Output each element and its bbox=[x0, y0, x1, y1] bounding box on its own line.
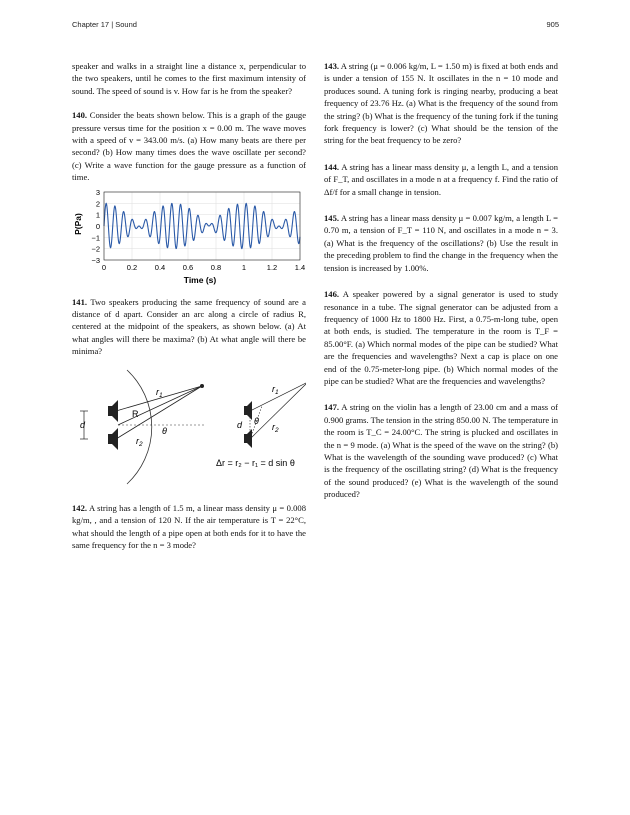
figure-r1-left: $r_1$ bbox=[156, 386, 163, 399]
chart-ylabel: P(Pa) bbox=[73, 212, 83, 235]
chart-xtick-label: 1 bbox=[241, 262, 247, 272]
figure-formula: Δr = r₂ − r₁ = d sin θ bbox=[216, 457, 295, 468]
figure-r2-left: $r_2$ bbox=[136, 435, 143, 448]
problem-140-text: Consider the beats shown below. This is a graph of the gauge pressure versus time for the position x = 0.00 m. The wave moves with a speed of v = 343.00 m/s. (a) How many beats are there per second? (b) How many times does the wave oscillate per second? (c) Write a wave function for the gauge pressure as a function of time. bbox=[72, 110, 307, 183]
beats-chart bbox=[72, 186, 306, 286]
chart-xtick-label: 0.2 bbox=[126, 262, 138, 272]
chart-ytick-label: −3 bbox=[91, 255, 100, 265]
figure-theta-right: θ bbox=[254, 415, 259, 426]
problem-140 bbox=[72, 109, 306, 183]
chart-xtick-label: 1.2 bbox=[266, 262, 278, 272]
circle-arc bbox=[127, 370, 152, 484]
chart-xtick-label: 0.8 bbox=[210, 262, 222, 272]
chart-xtick-label: 0.4 bbox=[154, 262, 166, 272]
chart-xtick-label: 0 bbox=[101, 262, 107, 272]
chart-y-ticks bbox=[91, 188, 100, 265]
chart-ytick-label: 0 bbox=[95, 221, 100, 231]
figure-d-right: d bbox=[237, 419, 243, 430]
problem-146-number: 146. bbox=[324, 289, 340, 300]
chart-xlabel: Time (s) bbox=[183, 274, 217, 285]
chart-xtick-label: 0.6 bbox=[182, 262, 194, 272]
problem-145-text: A string has a linear mass density μ = 0.007 kg/m, a length L = 0.70 m, a tension of F_T = 110 N, and oscillates in a mode n = 3. (a) What is the frequency of the oscillations? (b) Use the result in the preceding problem to find the change in the frequency when the tension is increased by 1.00%. bbox=[324, 213, 558, 273]
page-number: 905 bbox=[546, 20, 559, 29]
right-column bbox=[324, 60, 558, 501]
problem-143-text: A string (μ = 0.006 kg/m, L = 1.50 m) is fixed at both ends and is under a tension of 155 N. It oscillates in the n = 10 mode and produces sound. A tuning fork is ringing nearby, producing a beat frequency of 23.76 Hz. (a) What is the frequency of the sound from the string? (b) What is the frequency of the tuning fork if the tuning fork frequency is lower? (c) What should be the tension of the string for the beat frequency to be zero? bbox=[324, 61, 558, 146]
problem-145 bbox=[324, 212, 558, 274]
chart-ytick-label: 1 bbox=[95, 210, 100, 220]
figure-R: R bbox=[132, 408, 139, 419]
problem-142 bbox=[72, 502, 306, 552]
problem-142-number: 142. bbox=[72, 502, 88, 513]
problem-147-text: A string on the violin has a length of 23.00 cm and a mass of 0.900 grams. The tension in the string 850.00 N. The temperature in the room is T_C = 24.00°C. The string is plucked and oscillates in the n = 9 mode. (a) What is the speed of the wave on the string? (b) What is the wavelength of the sounding wave produced? (c) What is the frequency of the oscillating string? (d) What is the frequency of the sound produced? (e) What is the wavelength of the sound produced? bbox=[324, 402, 559, 500]
left-column bbox=[72, 60, 306, 551]
problem-142-text: A string has a length of 1.5 m, a linear mass density μ = 0.008 kg/m, , and a tension of 120 N. If the air temperature is T = 22°C, what should the length of a pipe open at both ends for it to have the same frequency for the n = 3 mode? bbox=[72, 502, 306, 550]
problem-140-number: 140. bbox=[72, 110, 88, 121]
problem-143 bbox=[324, 60, 558, 147]
figure-d-left: d bbox=[80, 419, 86, 430]
problem-143-number: 143. bbox=[324, 61, 340, 71]
problem-145-number: 145. bbox=[324, 213, 340, 224]
speakers-figure bbox=[72, 362, 306, 492]
intro-text: speaker and walks in a straight line a distance x, perpendicular to the two speakers, until he comes to the first maximum intensity of sound. The speed of sound is v. How far is he from the speaker? bbox=[72, 61, 306, 96]
chapter-header: Chapter 17 | Sound bbox=[72, 20, 137, 29]
problem-144 bbox=[324, 161, 558, 198]
figure-r2-right: $r_2$ bbox=[272, 421, 279, 434]
chart-ytick-label: 3 bbox=[95, 187, 100, 197]
chart-ytick-label: −2 bbox=[91, 244, 100, 254]
problem-144-number: 144. bbox=[324, 161, 340, 172]
problem-147 bbox=[324, 401, 558, 500]
intro-paragraph bbox=[72, 60, 306, 97]
figure-theta-left: θ bbox=[162, 425, 167, 436]
chart-xtick-label: 1.4 bbox=[294, 262, 306, 272]
chart-x-ticks bbox=[102, 263, 305, 272]
chart-ytick-label: −1 bbox=[91, 232, 100, 242]
problem-141 bbox=[72, 296, 306, 358]
problem-147-number: 147. bbox=[324, 402, 340, 413]
problem-141-text: Two speakers producing the same frequency of sound are a distance of d apart. Consider an arc along a circle of radius R, centered at the midpoint of the speakers, as shown below. (a) At what angles will there be maxima? (b) At what angle will there be minima? bbox=[72, 296, 306, 357]
problem-146-text: A speaker powered by a signal generator is used to study resonance in a tube. The signal generator can be adjusted from a frequency of 1000 Hz to 1800 Hz. First, a 0.75-m-long tube, open at both ends, is studied. The temperature in the room is T_F = 85.00°F. (a) Which normal modes of the pipe can be studied? What are the frequencies and wavelengths? Next a cap is place on one end of the 0.75-meter-long pipe. (b) Which normal modes of the pipe can be studied? What are the frequencies and wavelengths? bbox=[324, 289, 558, 386]
figure-r1-right: $r_1$ bbox=[272, 383, 279, 396]
chart-ytick-label: 2 bbox=[95, 198, 100, 208]
problem-141-number: 141. bbox=[72, 296, 88, 307]
problem-146 bbox=[324, 288, 558, 387]
problem-144-text: A string has a linear mass density μ, a length L, and a tension of F_T, and oscillates in a mode n at a frequency f. Find the ratio of Δf/f for a small change in tension. bbox=[324, 161, 558, 197]
